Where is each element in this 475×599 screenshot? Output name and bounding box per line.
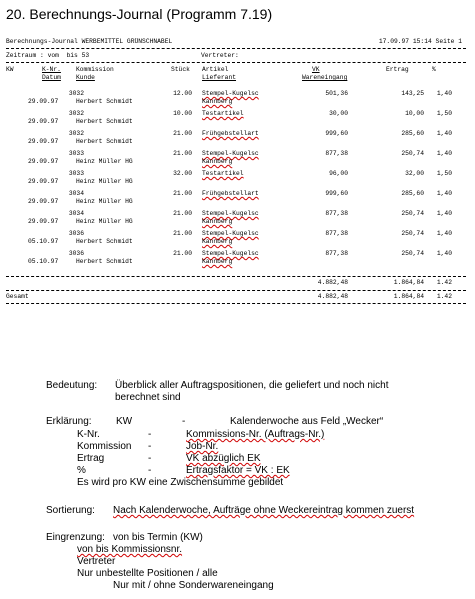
row-vk: 999,60 <box>325 130 348 137</box>
row-pct: 1,50 <box>436 110 452 117</box>
row-artikel: Frühgebstellart <box>202 190 259 197</box>
row-datum: 29.09.97 <box>28 158 59 165</box>
zeitraum: Zeitraum : vom bis 53 <box>6 52 90 59</box>
col-artikel: Artikel <box>202 66 229 73</box>
row-stueck: 21.00 <box>173 130 192 137</box>
desc-kw: Kalenderwoche aus Feld „Wecker“ <box>230 416 384 427</box>
col-kommission: Kommission <box>76 66 114 73</box>
row-datum: 29.09.97 <box>28 98 59 105</box>
row-ertrag: 250,74 <box>401 210 424 217</box>
row-ertrag: 285,60 <box>401 130 424 137</box>
row-pct: 1,40 <box>436 230 452 237</box>
row-artikel: Stempel-Kugelsc <box>202 230 259 237</box>
row-lieferant: Kannberg <box>202 218 233 225</box>
row-knr: 3034 <box>68 210 84 217</box>
row-kunde: Heinz Müller HG <box>76 158 133 165</box>
desc-pct: Ertragsfaktor = VK : EK <box>186 465 290 476</box>
total-pct: 1.42 <box>436 293 452 300</box>
eingrenzung-label: Eingrenzung: <box>46 532 105 543</box>
eingrenzung-line3: Vertreter <box>77 556 116 567</box>
row-vk: 501,36 <box>325 90 348 97</box>
row-knr: 3036 <box>68 250 84 257</box>
row-pct: 1,40 <box>436 250 452 257</box>
col-lieferant: Lieferant <box>202 74 237 81</box>
divider <box>6 276 466 277</box>
total-ertrag: 1.864,84 <box>393 293 424 300</box>
term-kommission: Kommission <box>77 441 132 452</box>
row-stueck: 21.00 <box>173 190 192 197</box>
row-artikel: Frühgebstellart <box>202 130 259 137</box>
row-kunde: Herbert Schmidt <box>76 138 133 145</box>
row-kunde: Heinz Müller HG <box>76 218 133 225</box>
row-ertrag: 285,60 <box>401 190 424 197</box>
col-datum: Datum <box>42 74 61 81</box>
row-knr: 3033 <box>68 170 84 177</box>
row-lieferant: Kannberg <box>202 158 233 165</box>
col-knr: K-Nr. <box>42 66 61 73</box>
desc-knr: Kommissions-Nr. (Auftrags-Nr.) <box>186 429 325 440</box>
row-pct: 1,40 <box>436 210 452 217</box>
term-pct: % <box>77 465 86 476</box>
row-vk: 96,00 <box>329 170 348 177</box>
row-artikel: Stempel-Kugelsc <box>202 210 259 217</box>
row-vk: 877,38 <box>325 250 348 257</box>
sortierung-label: Sortierung: <box>46 505 95 516</box>
row-lieferant: Kannberg <box>202 258 233 265</box>
row-knr: 3032 <box>68 90 84 97</box>
row-kunde: Herbert Schmidt <box>76 258 133 265</box>
row-pct: 1,50 <box>436 170 452 177</box>
row-knr: 3034 <box>68 190 84 197</box>
eingrenzung-line1: von bis Termin (KW) <box>113 532 203 543</box>
row-artikel: Testartikel <box>202 170 244 177</box>
row-artikel: Testartikel <box>202 110 244 117</box>
row-vk: 877,38 <box>325 150 348 157</box>
row-kunde: Heinz Müller HG <box>76 178 133 185</box>
row-ertrag: 250,74 <box>401 250 424 257</box>
row-datum: 29.09.97 <box>28 178 59 185</box>
col-pct: % <box>432 66 436 73</box>
subtotal-pct: 1.42 <box>436 279 452 286</box>
row-lieferant: Kannberg <box>202 238 233 245</box>
eingrenzung-line2: von bis Kommissionsnr. <box>77 544 183 555</box>
row-vk: 877,38 <box>325 230 348 237</box>
bedeutung-line2: berechnet sind <box>115 392 181 403</box>
total-label: Gesamt <box>6 293 29 300</box>
eingrenzung-line5: Nur mit / ohne Sonderwareneingang <box>113 580 274 591</box>
row-datum: 29.09.97 <box>28 138 59 145</box>
row-kunde: Herbert Schmidt <box>76 98 133 105</box>
dash-kw: - <box>182 416 186 427</box>
row-vk: 877,38 <box>325 210 348 217</box>
total-vk: 4.882,48 <box>317 293 348 300</box>
row-artikel: Stempel-Kugelsc <box>202 150 259 157</box>
erklaerung-label: Erklärung: <box>46 416 92 427</box>
row-ertrag: 250,74 <box>401 230 424 237</box>
row-datum: 29.09.97 <box>28 118 59 125</box>
row-datum: 05.10.97 <box>28 238 59 245</box>
row-lieferant: Kannberg <box>202 98 233 105</box>
subtotal-ertrag: 1.864,84 <box>393 279 424 286</box>
row-datum: 29.09.97 <box>28 198 59 205</box>
row-pct: 1,40 <box>436 150 452 157</box>
vertreter: Vertreter: <box>201 52 239 59</box>
row-kunde: Herbert Schmidt <box>76 118 133 125</box>
row-stueck: 21.00 <box>173 250 192 257</box>
row-knr: 3032 <box>68 130 84 137</box>
row-stueck: 21.00 <box>173 230 192 237</box>
divider <box>6 290 466 291</box>
dash-knr: - <box>148 429 152 440</box>
report-header-right: 17.09.97 15:14 Seite 1 <box>378 38 462 45</box>
col-wareneingang: Wareneingang <box>302 74 348 81</box>
dash-kommission: - <box>148 441 152 452</box>
page-title: 20. Berechnungs-Journal (Programm 7.19) <box>6 6 273 22</box>
report-header-left: Berechnungs-Journal WERBEMITTEL GRÜNSCHNABEL <box>6 38 173 45</box>
row-ertrag: 250,74 <box>401 150 424 157</box>
divider <box>6 303 466 304</box>
row-pct: 1,40 <box>436 130 452 137</box>
erklaerung-note: Es wird pro KW eine Zwischensumme gebildet <box>77 477 284 488</box>
row-stueck: 32.00 <box>173 170 192 177</box>
col-kw: KW <box>6 66 14 73</box>
bedeutung-label: Bedeutung: <box>46 380 98 391</box>
term-kw: KW <box>116 416 133 427</box>
col-vk: VK <box>312 66 320 73</box>
row-ertrag: 143,25 <box>401 90 424 97</box>
row-ertrag: 32,00 <box>405 170 424 177</box>
row-stueck: 10.00 <box>173 110 192 117</box>
journal-report <box>6 38 466 308</box>
row-knr: 3032 <box>68 110 84 117</box>
row-vk: 30,00 <box>329 110 348 117</box>
sortierung-text: Nach Kalenderwoche, Aufträge ohne Weckereintrag kommen zuerst <box>113 505 415 516</box>
col-ertrag: Ertrag <box>386 66 409 73</box>
dash-pct: - <box>148 465 152 476</box>
row-pct: 1,40 <box>436 190 452 197</box>
row-kunde: Herbert Schmidt <box>76 238 133 245</box>
row-stueck: 21.00 <box>173 210 192 217</box>
divider <box>6 48 466 49</box>
row-datum: 29.09.97 <box>28 218 59 225</box>
eingrenzung-line4: Nur unbestellte Positionen / alle <box>77 568 218 579</box>
row-datum: 05.10.97 <box>28 258 59 265</box>
desc-kommission: Job-Nr. <box>186 441 219 452</box>
row-vk: 999,60 <box>325 190 348 197</box>
bedeutung-line1: Überblick aller Auftragspositionen, die geliefert und noch nicht <box>115 380 389 391</box>
term-ertrag: Ertrag <box>77 453 105 464</box>
row-artikel: Stempel-Kugelsc <box>202 90 259 97</box>
desc-ertrag: VK abzüglich EK <box>186 453 261 464</box>
divider <box>6 62 466 63</box>
dash-ertrag: - <box>148 453 152 464</box>
row-stueck: 12.00 <box>173 90 192 97</box>
row-artikel: Stempel-Kugelsc <box>202 250 259 257</box>
row-stueck: 21.00 <box>173 150 192 157</box>
row-ertrag: 10,00 <box>405 110 424 117</box>
row-pct: 1,40 <box>436 90 452 97</box>
col-stueck: Stück <box>171 66 190 73</box>
col-kunde: Kunde <box>76 74 95 81</box>
row-knr: 3033 <box>68 150 84 157</box>
row-kunde: Heinz Müller HG <box>76 198 133 205</box>
subtotal-vk: 4.882,48 <box>317 279 348 286</box>
row-knr: 3036 <box>68 230 84 237</box>
term-knr: K-Nr. <box>77 429 100 440</box>
